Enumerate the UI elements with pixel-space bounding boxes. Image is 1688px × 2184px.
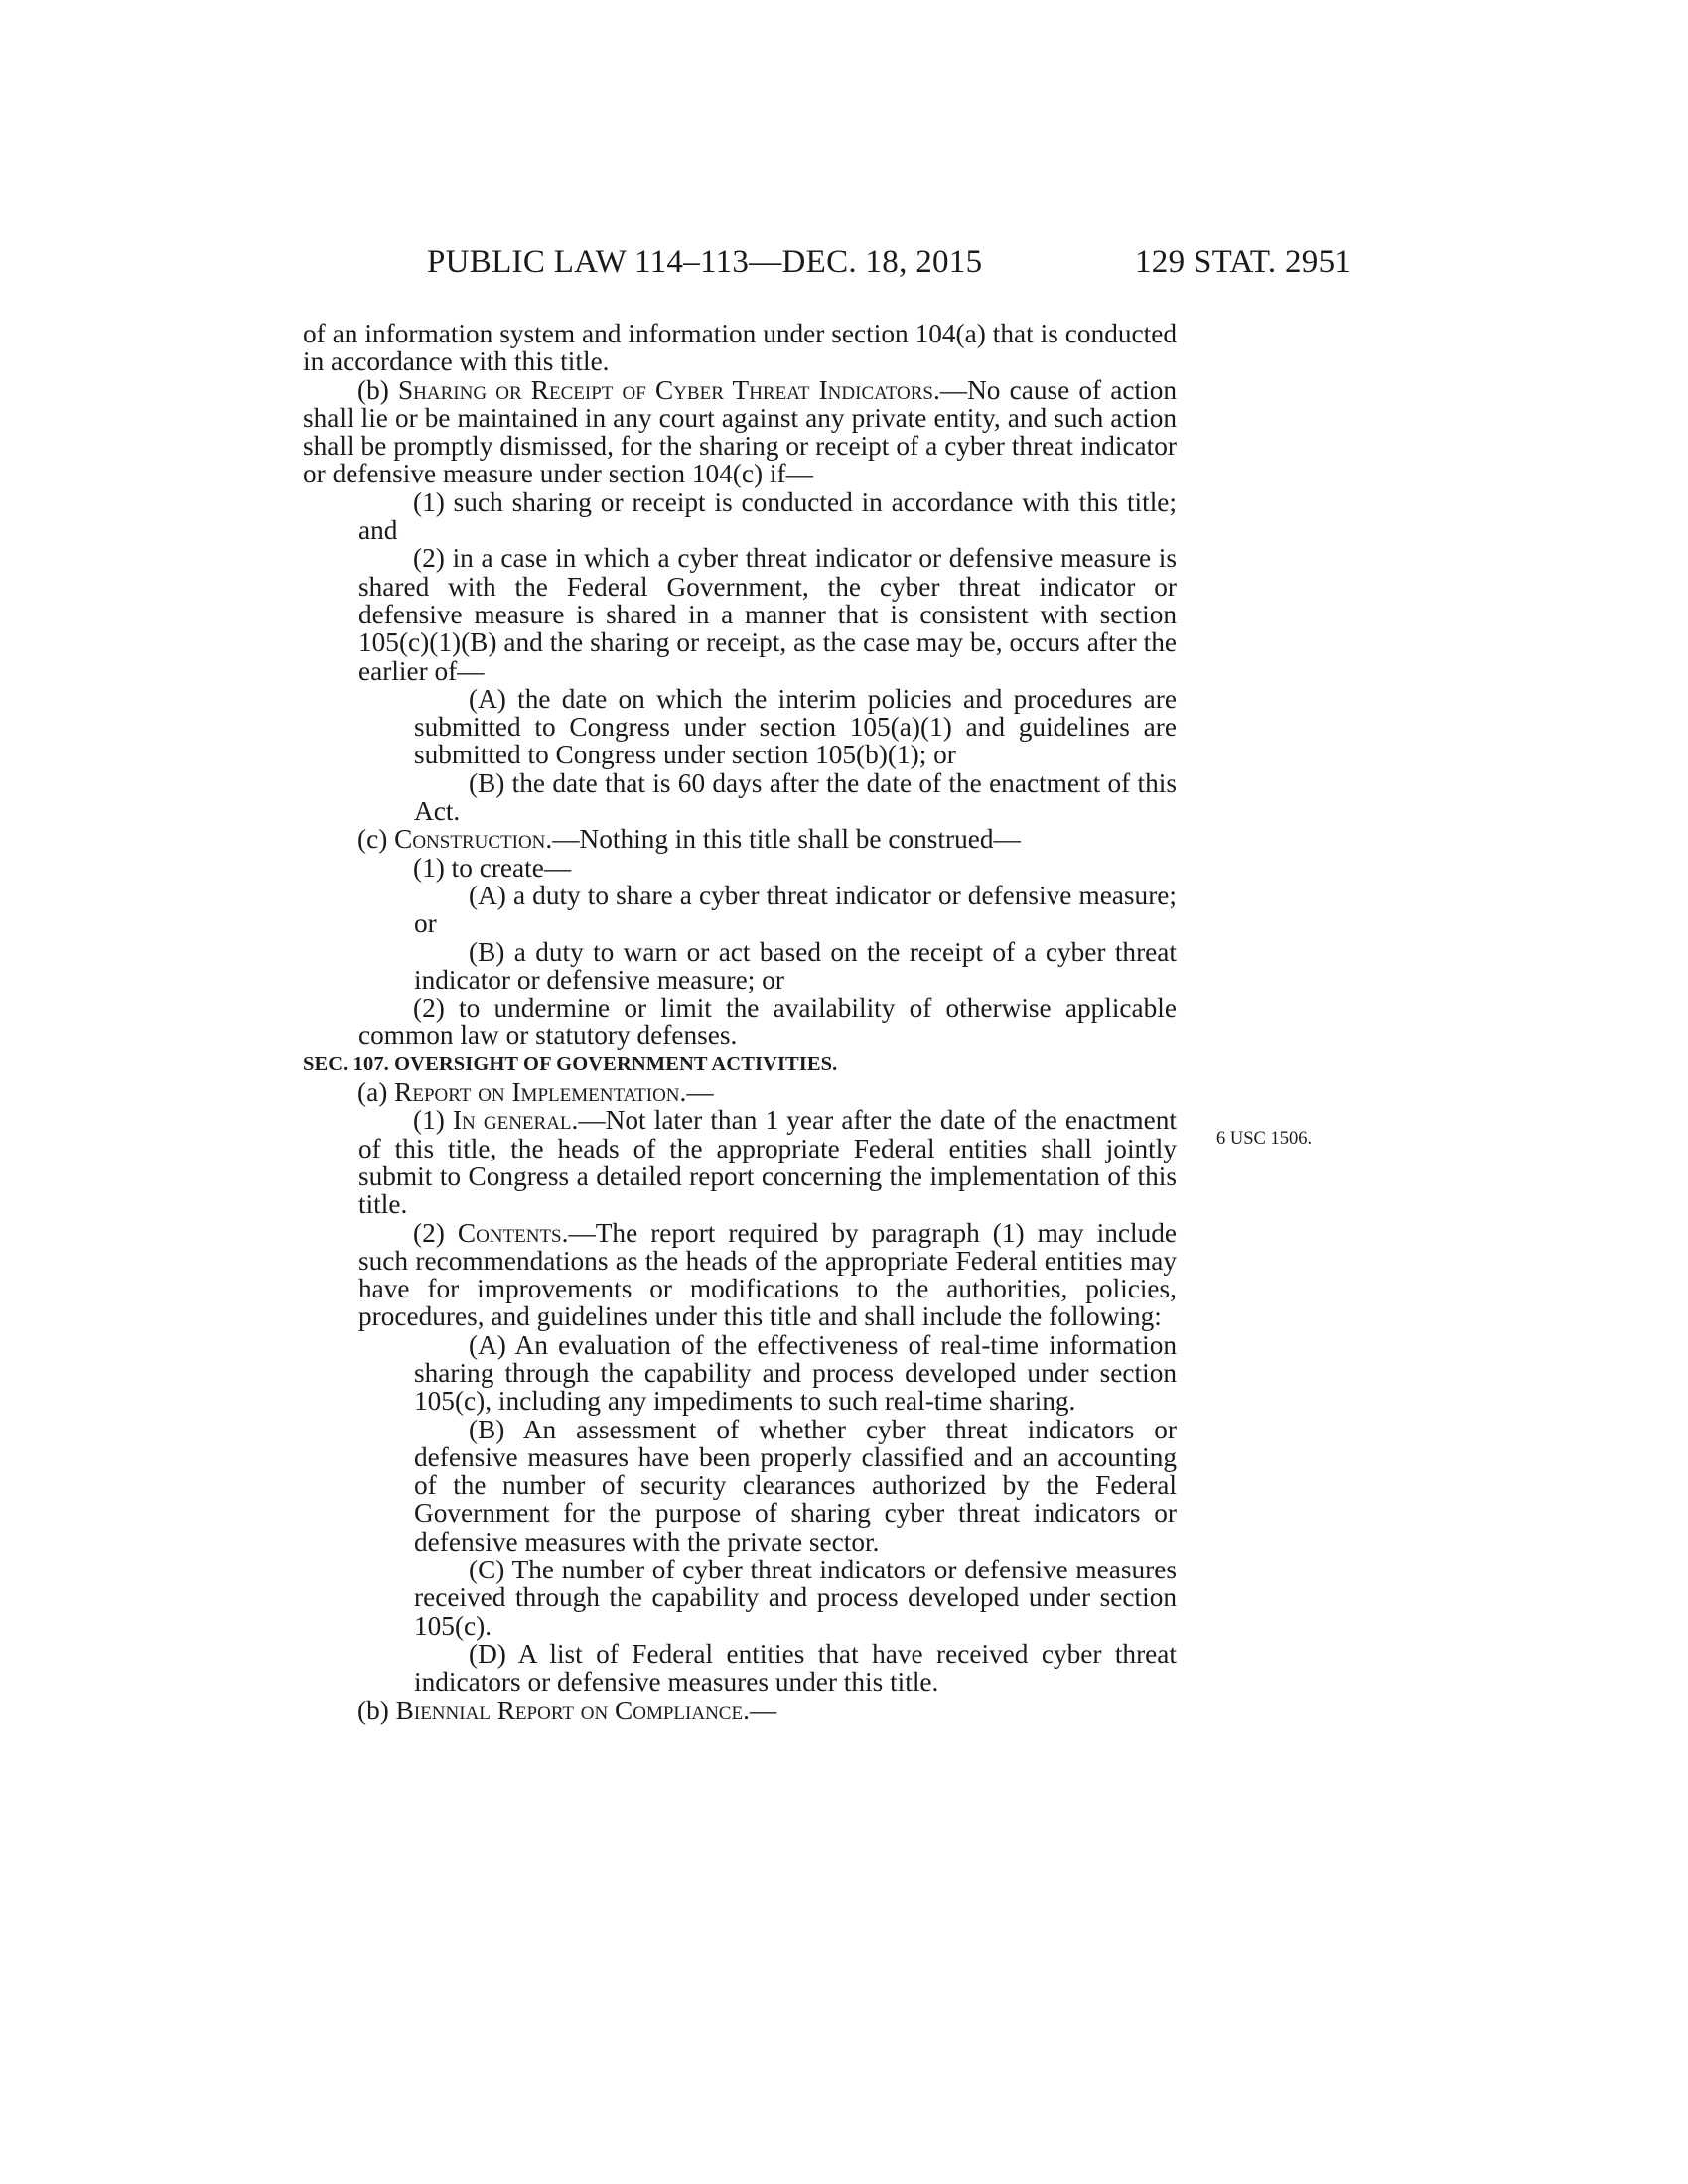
subsection-b-biennial (303, 1697, 1177, 1724)
paragraph-a2-text: .—The report required by paragraph (1) may include such recommendations as the heads of the appropriate Federal entities may have for improvements or modifications to the authorities, policies, procedures, and guidelines under this title and shall include the following: (358, 1217, 1177, 1332)
subparagraph-c1B: (B) a duty to warn or act based on the receipt of a cyber threat indicator or defensive measure; or (414, 936, 1177, 995)
paragraph-a1 (303, 1106, 1177, 1218)
subsection-c-text: .—Nothing in this title shall be construed— (545, 824, 1021, 855)
running-header-page-ref: 129 STAT. 2951 (1135, 244, 1352, 280)
subsection-a-prefix: (a) (357, 1077, 395, 1108)
subsection-b-biennial-heading: Biennial Report on Compliance (395, 1695, 744, 1725)
paragraph-c2: (2) to undermine or limit the availability of otherwise applicable common law or statutory defenses. (358, 993, 1177, 1051)
paragraph-a1-prefix: (1) (413, 1105, 453, 1136)
subsection-b-biennial-text: .— (743, 1695, 777, 1725)
subsection-b-text: .—No cause of action shall lie or be maintained in any court against any private entity, and such action shall be promptly dismissed, for the sharing or receipt of a cyber threat indicator or defensive measure under section 104(c) if— (303, 374, 1177, 489)
subparagraph-a2B: (B) An assessment of whether cyber threat indicators or defensive measures have been properly classified and an accounting of the number of security clearances authorized by the Federal Government for the purpose of sharing cyber threat indicators or defensive measures with the private sector. (414, 1414, 1177, 1557)
paragraph-continuation: of an information system and information under section 104(a) that is conducted in accordance with this title. (303, 319, 1177, 377)
subparagraph-a2A: (A) An evaluation of the effectiveness of real-time information sharing through the capability and process developed under section 105(c), including any impediments to such real-time sharing. (414, 1329, 1177, 1417)
body-text (303, 320, 1177, 1724)
subsection-a-heading: Report on Implementation (394, 1077, 680, 1108)
subparagraph-a2D: (D) A list of Federal entities that have received cyber threat indicators or defensive measures under this title. (414, 1638, 1177, 1698)
paragraph-c1: (1) to create— (413, 852, 572, 883)
running-header-title: PUBLIC LAW 114–113—DEC. 18, 2015 (427, 244, 983, 280)
paragraph-a2-heading: Contents (457, 1217, 562, 1248)
margin-citation: 6 USC 1506. (1216, 1129, 1313, 1149)
subsection-b-prefix: (b) (357, 374, 398, 405)
subsection-a-text: .— (679, 1077, 714, 1108)
paragraph-b2: (2) in a case in which a cyber threat indicator or defensive measure is shared with the Federal Government, the cyber threat indicator or defensive measure is shared in a manner that is consistent with section 105(c)(1)(B) and the sharing or receipt, as the case may be, occurs after the earlier of— (358, 543, 1177, 686)
subparagraph-b2A: (A) the date on which the interim policies and procedures are submitted to Congress under section 105(a)(1) and guidelines are submitted to Congress under section 105(b)(1); or (414, 683, 1177, 770)
section-heading: SEC. 107. OVERSIGHT OF GOVERNMENT ACTIVITIES. (303, 1052, 838, 1075)
subsection-b-heading: Sharing or Receipt of Cyber Threat Indicators (398, 374, 933, 405)
subsection-c-heading: Construction (394, 824, 546, 855)
paragraph-a2 (303, 1219, 1177, 1331)
subsection-c (303, 825, 1177, 853)
subsection-c-prefix: (c) (357, 824, 395, 855)
paragraph-a2-prefix: (2) (413, 1217, 458, 1248)
paragraph-a1-heading: In general (452, 1105, 572, 1136)
subparagraph-a2C: (C) The number of cyber threat indicators or defensive measures received through the capability and process developed under section 105(c). (414, 1555, 1177, 1641)
subparagraph-b2B: (B) the date that is 60 days after the date of the enactment of this Act. (414, 767, 1177, 827)
paragraph-a1-text: .—Not later than 1 year after the date of the enactment of this title, the heads of the appropriate Federal entities shall jointly submit to Congress a detailed report concerning the implementation of this title. (358, 1105, 1177, 1220)
subsection-a (303, 1078, 1177, 1106)
subsection-b-biennial-prefix: (b) (357, 1695, 396, 1725)
paragraph-b1: (1) such sharing or receipt is conducted in accordance with this title; and (358, 486, 1177, 546)
subparagraph-c1A: (A) a duty to share a cyber threat indicator or defensive measure; or (414, 880, 1177, 939)
subsection-b (303, 376, 1177, 488)
